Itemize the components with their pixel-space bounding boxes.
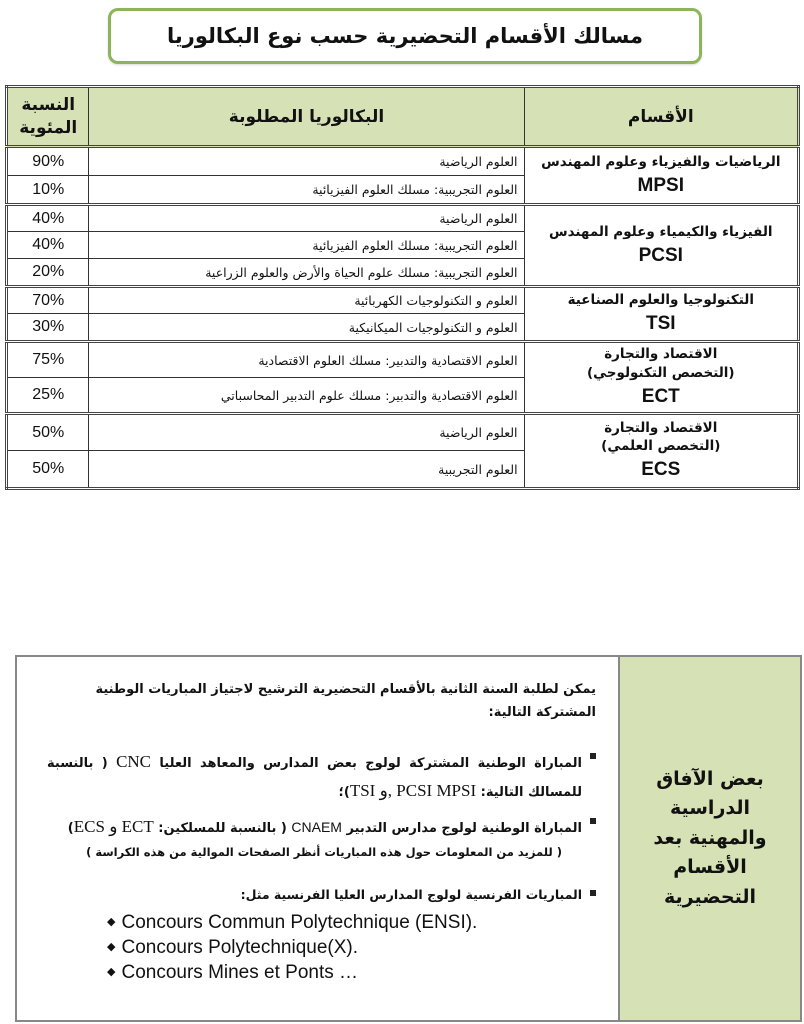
percent-cell: 50% [7,451,89,489]
bullet-cnc-latin: PCSI MPSI ,و TSI [349,781,477,801]
bac-cell: العلوم الاقتصادية والتدبير: مسلك العلوم الاقتصادية [89,342,524,378]
section-name: الفيزياء والكيمياء وعلوم المهندس [549,223,773,240]
section-cell [524,342,798,414]
bac-cell: العلوم الرياضية [89,147,524,176]
square-bullet-icon [590,890,596,896]
section-name: الاقتصاد والتجارة [604,346,718,363]
square-bullet-icon [590,753,596,759]
section-name: الرياضيات والفيزياء وعلوم المهندس [541,153,781,170]
section-cell [524,414,798,489]
horizons-intro: يمكن لطلبة السنة الثانية بالأقسام التحضيرية الترشيح لاجتياز المباريات الوطنية المشتركة التالية: [95,682,596,720]
bac-cell: العلوم التجريبية: مسلك العلوم الفيزيائية [89,232,524,259]
table-row [7,147,799,176]
section-name: الاقتصاد والتجارة [604,419,718,436]
french-exam-item: ◆ Concours Commun Polytechnique (ENSI). [107,910,596,935]
percent-cell: 25% [7,378,89,414]
section-code: MPSI [637,174,684,196]
bac-cell: العلوم و التكنولوجيات الميكانيكية [89,314,524,342]
bullet-cnc-text: المباراة الوطنية المشتركة لولوج بعض المدارس والمعاهد العليا [159,755,583,771]
bullet-cnaem-code: CNAEM [291,819,342,835]
section-subname: (التخصص التكنولوجي) [586,364,735,381]
french-exam-item: ◆ Concours Mines et Ponts … [107,960,596,985]
bac-cell: العلوم التجريبية [89,451,524,489]
section-code: ECT [641,385,680,407]
section-cell [524,287,798,342]
french-exams-list [107,910,596,985]
percent-cell: 90% [7,147,89,176]
square-bullet-icon [590,818,596,824]
percent-cell: 30% [7,314,89,342]
header-percent [7,87,89,147]
table-row [7,342,799,378]
percent-cell: 40% [7,232,89,259]
section-subname: (التخصص العلمي) [601,438,721,455]
percent-cell: 40% [7,205,89,232]
table-row [7,205,799,232]
bullet-cnc-code: CNC [116,751,152,771]
horizons-content [17,657,618,1020]
percent-cell: 50% [7,414,89,451]
percent-cell: 20% [7,259,89,287]
bullet-note: ( للمزيد من المعلومات حول هذه المباريات أنظر الصفحات الموالية من هذه الكراسة ) [86,844,562,859]
horizons-side-panel [618,657,800,1020]
horizons-box [15,655,802,1022]
bullet-cnc [47,747,596,807]
bac-cell: العلوم الرياضية [89,414,524,451]
bac-cell: العلوم التجريبية: مسلك علوم الحياة والأرض والعلوم الزراعية [89,259,524,287]
header-sections: الأقسام [524,87,798,147]
page-title: مسالك الأقسام التحضيرية حسب نوع البكالوريا [166,24,644,48]
table-header-row [7,87,799,147]
header-percent-line1: النسبة [21,95,76,116]
bac-cell: العلوم الرياضية [89,205,524,232]
horizons-side-title: بعض الآفاق الدراسية والمهنية بعد الأقسام التحضيرية [653,767,767,908]
percent-cell: 70% [7,287,89,314]
bullet-french-exams [47,884,596,906]
section-name: التكنولوجيا والعلوم الصناعية [567,292,754,309]
bullet-cnc-end: )؛ [338,785,350,801]
bullet-cnaem-text: المباراة الوطنية لولوج مدارس التدبير [346,821,582,836]
section-code: PCSI [638,244,683,266]
table-row [7,287,799,314]
bac-cell: العلوم و التكنولوجيات الكهربائية [89,287,524,314]
section-cell [524,147,798,205]
table-row [7,414,799,451]
bullet-cnaem-latin: ECT و ECS [73,817,154,836]
bullet-cnc-tail: ( بالنسبة للمسالك التالية: [47,755,582,801]
section-code: TSI [645,313,676,335]
header-bac: البكالوريا المطلوبة [89,87,524,147]
french-exam-item: ◆ Concours Polytechnique(X). [107,935,596,960]
bullet-cnaem [47,812,596,862]
page-title-box [108,8,702,64]
bac-cell: العلوم الاقتصادية والتدبير: مسلك علوم التدبير المحاسباتي [89,378,524,414]
section-code: ECS [641,459,681,481]
header-percent-line2: المئوية [19,117,78,138]
bullet-french-text: المباريات الفرنسية لولوج المدارس العليا الفرنسية مثل: [240,886,582,902]
bullet-cnaem-tail: ( بالنسبة للمسلكين: [158,821,287,836]
bullet-cnaem-end: ) [67,821,74,836]
section-cell [524,205,798,287]
percent-cell: 10% [7,176,89,205]
bac-cell: العلوم التجريبية: مسلك العلوم الفيزيائية [89,176,524,205]
percent-cell: 75% [7,342,89,378]
prep-classes-table [5,85,800,490]
